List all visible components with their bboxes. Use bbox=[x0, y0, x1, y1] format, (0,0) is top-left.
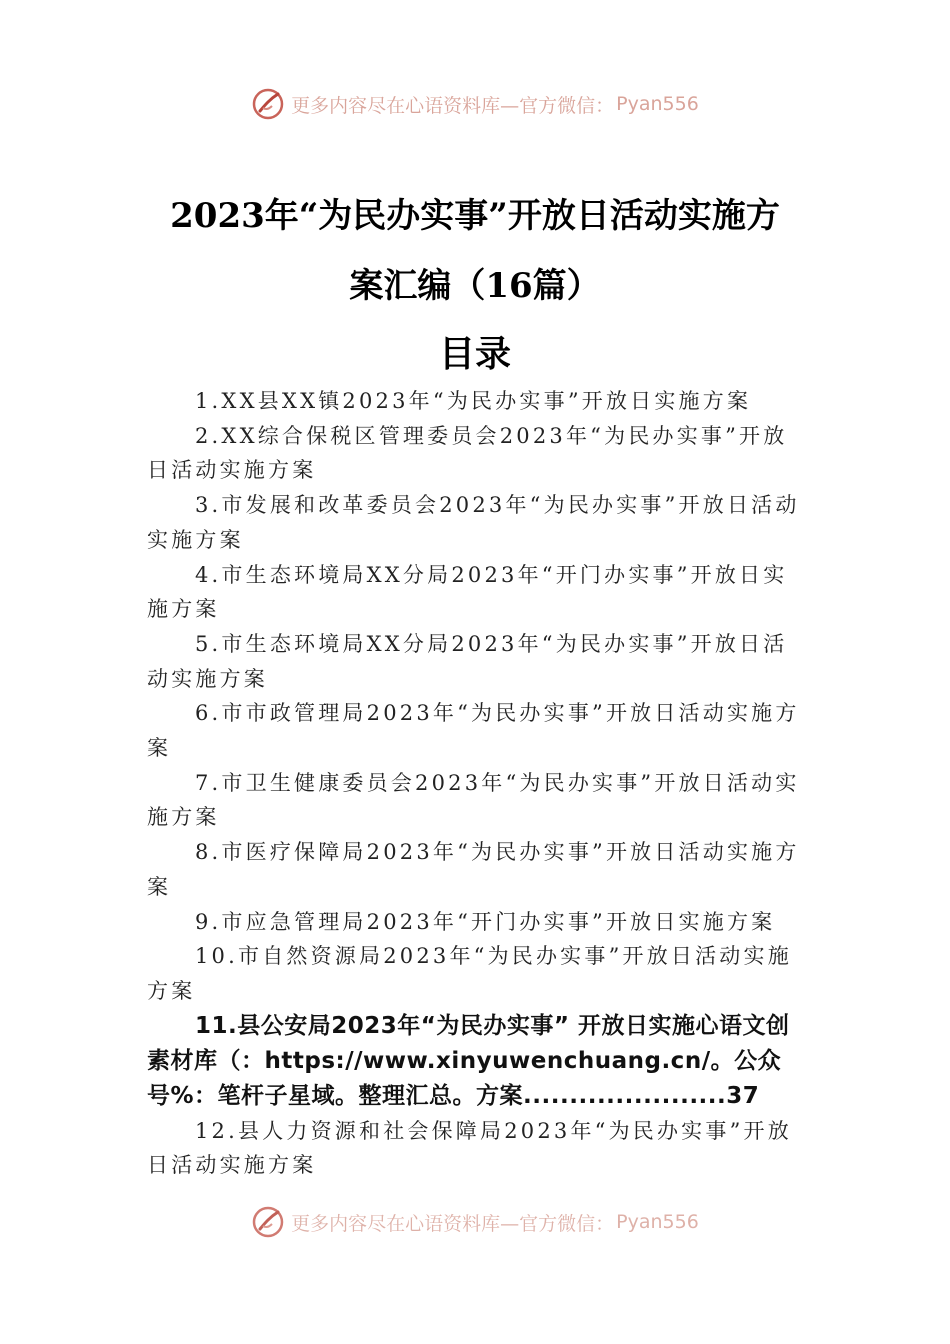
header-watermark bbox=[0, 84, 950, 124]
watermark-wechat-id: Pyan556 bbox=[616, 93, 699, 115]
brush-logo-icon bbox=[251, 1205, 285, 1239]
watermark-wechat-id: Pyan556 bbox=[616, 1211, 699, 1233]
document-title-line-2: 案汇编（16篇） bbox=[349, 266, 601, 306]
toc-entry-8: 8.市医疗保障局2023年“为民办实事”开放日活动实施方案 bbox=[147, 840, 800, 899]
toc-heading: 目录 bbox=[438, 333, 511, 375]
toc-entry-7: 7.市卫生健康委员会2023年“为民办实事”开放日活动实施方案 bbox=[147, 770, 800, 830]
toc-entry-4: 4.市生态环境局XX分局2023年“开门办实事”开放日实施方案 bbox=[147, 562, 788, 622]
toc-entry-11: 11.县公安局2023年“为民办实事” 开放日实施心语文创素材库（：https://www.xinyuwenchuang.cn/。公众号%：笔杆子星域。整理汇总。方案......................37 bbox=[147, 1012, 790, 1109]
toc-entry-1: 1.XX县XX镇2023年“为民办实事”开放日实施方案 bbox=[195, 389, 752, 413]
watermark-text: 更多内容尽在心语资料库—官方微信： bbox=[291, 94, 615, 117]
footer-watermark bbox=[0, 1202, 950, 1242]
toc-entry-5: 5.市生态环境局XX分局2023年“为民办实事”开放日活动实施方案 bbox=[147, 631, 788, 691]
toc-entry-10: 10.市自然资源局2023年“为民办实事”开放日活动实施方案 bbox=[147, 944, 792, 1003]
toc-entry-6: 6.市市政管理局2023年“为民办实事”开放日活动实施方案 bbox=[147, 701, 800, 761]
watermark-text: 更多内容尽在心语资料库—官方微信： bbox=[291, 1212, 615, 1235]
toc-list bbox=[147, 384, 807, 1183]
toc-entry-3: 3.市发展和改革委员会2023年“为民办实事”开放日活动实施方案 bbox=[147, 493, 800, 552]
toc-entry-12: 12.县人力资源和社会保障局2023年“为民办实事”开放日活动实施方案 bbox=[147, 1118, 792, 1178]
document-title-line-1: 2023年“为民办实事”开放日活动实施方 bbox=[170, 196, 780, 236]
brush-logo-icon bbox=[251, 87, 285, 121]
toc-entry-2: 2.XX综合保税区管理委员会2023年“为民办实事”开放日活动实施方案 bbox=[147, 423, 788, 483]
toc-entry-9: 9.市应急管理局2023年“开门办实事”开放日实施方案 bbox=[195, 909, 776, 934]
